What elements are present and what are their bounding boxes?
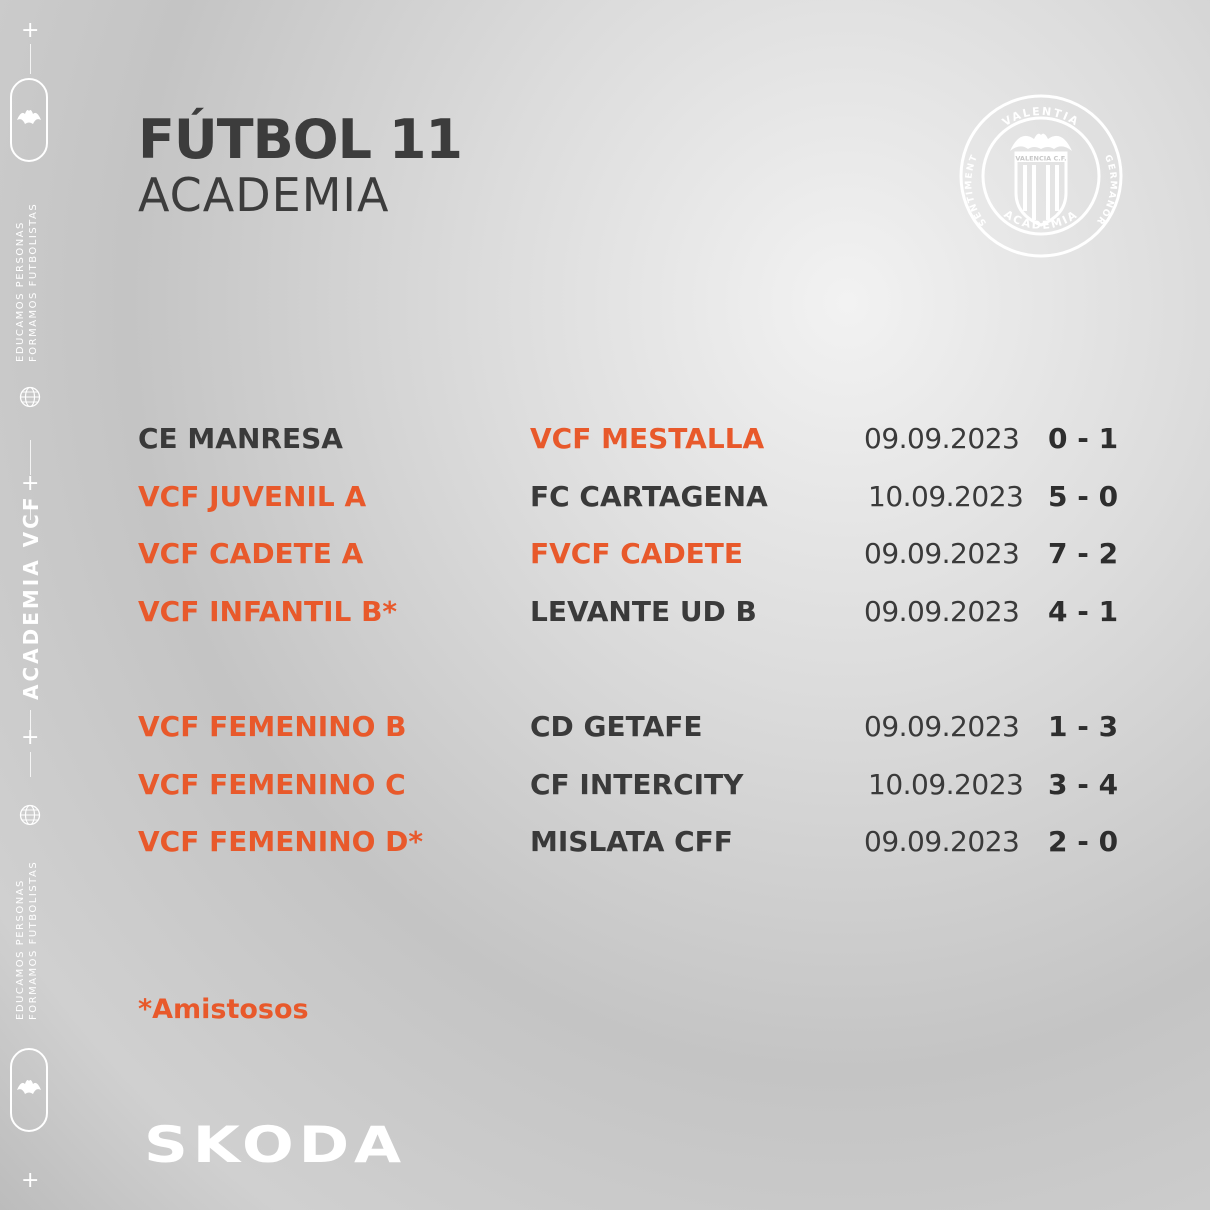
motto-line-2: FORMAMOS FUTBOLISTAS	[28, 860, 39, 1020]
away-team: LEVANTE UD B	[530, 595, 757, 628]
match-score: 0 - 1	[1048, 422, 1119, 455]
match-row	[138, 590, 1138, 634]
bat-emblem-icon	[10, 1048, 48, 1132]
match-score: 3 - 4	[1048, 768, 1119, 801]
home-team: VCF INFANTIL B*	[138, 595, 398, 628]
home-team: VCF CADETE A	[138, 537, 364, 570]
match-date: 09.09.2023	[864, 825, 1020, 858]
footnote: *Amistosos	[138, 994, 309, 1025]
home-team: VCF FEMENINO C	[138, 768, 406, 801]
sidebar-brand: ACADEMIA VCF	[19, 494, 43, 700]
sidebar-divider	[30, 44, 31, 74]
bat-icon	[12, 80, 46, 160]
crest-left-text: SENTIMENT	[964, 152, 990, 228]
match-date: 09.09.2023	[864, 537, 1020, 570]
match-row	[138, 475, 1138, 519]
match-row	[138, 532, 1138, 576]
plus-mark: +	[21, 471, 40, 496]
away-team: FC CARTAGENA	[530, 480, 768, 513]
page-header	[138, 110, 462, 220]
plus-mark: +	[21, 1168, 40, 1193]
match-score: 4 - 1	[1048, 595, 1119, 628]
match-row	[138, 763, 1138, 807]
globe-icon	[19, 386, 41, 408]
match-date: 09.09.2023	[864, 422, 1020, 455]
home-team: CE MANRESA	[138, 422, 343, 455]
away-team: CF INTERCITY	[530, 768, 744, 801]
crest-right-text: GERMANOR	[1093, 153, 1118, 227]
match-date: 10.09.2023	[868, 480, 1024, 513]
plus-mark: +	[21, 725, 40, 750]
svg-text:VALENTIA	[1000, 105, 1082, 129]
match-date: 09.09.2023	[864, 595, 1020, 628]
crest-top-text: VALENTIA	[1000, 104, 1082, 129]
plus-mark: +	[21, 18, 40, 43]
globe-icon	[19, 804, 41, 826]
sidebar-divider	[30, 752, 31, 777]
page-title: FÚTBOL 11	[138, 108, 462, 171]
skoda-logo	[144, 1115, 410, 1175]
crest-club-text: VALENCIA C.F.	[1015, 154, 1067, 163]
sidebar	[0, 0, 62, 1210]
match-score: 1 - 3	[1048, 710, 1119, 743]
home-team: VCF FEMENINO B	[138, 710, 407, 743]
sidebar-divider	[30, 440, 31, 475]
crest-bottom-text: ACADEMIA	[1001, 207, 1081, 233]
match-score: 2 - 0	[1048, 825, 1119, 858]
match-row	[138, 820, 1138, 864]
away-team: CD GETAFE	[530, 710, 703, 743]
match-row	[138, 417, 1138, 461]
match-score: 5 - 0	[1048, 480, 1119, 513]
away-team: VCF MESTALLA	[530, 422, 765, 455]
motto-line-2: FORMAMOS FUTBOLISTAS	[28, 202, 39, 362]
motto-line-1: EDUCAMOS PERSONAS	[15, 879, 26, 1020]
bat-emblem-icon	[10, 78, 48, 162]
match-date: 10.09.2023	[868, 768, 1024, 801]
sidebar-motto-bottom	[14, 861, 40, 1020]
away-team: MISLATA CFF	[530, 825, 733, 858]
valencia-academia-crest-icon	[958, 93, 1124, 259]
sidebar-motto-top	[14, 203, 40, 362]
away-team: FVCF CADETE	[530, 537, 744, 570]
match-date: 09.09.2023	[864, 710, 1020, 743]
sponsor-name: SKODA	[144, 1116, 406, 1174]
match-row	[138, 705, 1138, 749]
motto-line-1: EDUCAMOS PERSONAS	[15, 221, 26, 362]
home-team: VCF FEMENINO D*	[138, 825, 424, 858]
bat-icon	[12, 1050, 46, 1130]
page-subtitle: ACADEMIA	[138, 168, 390, 222]
match-score: 7 - 2	[1048, 537, 1119, 570]
home-team: VCF JUVENIL A	[138, 480, 367, 513]
